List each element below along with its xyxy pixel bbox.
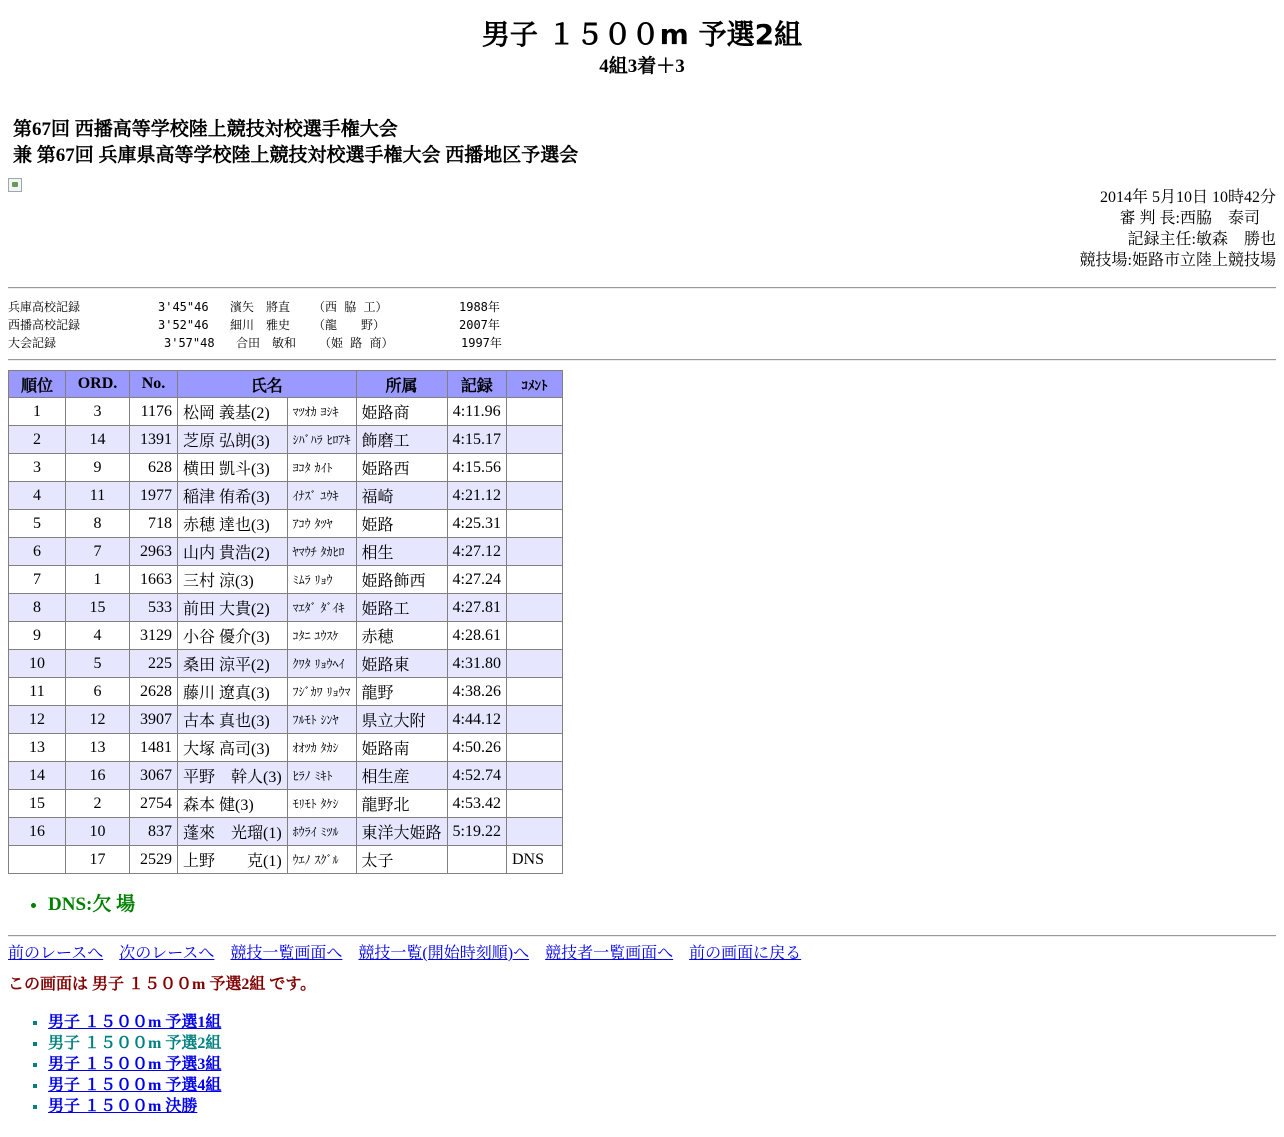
- cell-no: 1977: [130, 482, 178, 510]
- race-link-heat1[interactable]: 男子 １５００m 予選1組: [48, 1014, 222, 1031]
- cell-record: [447, 846, 506, 874]
- race-info: [1080, 187, 1276, 271]
- cell-kana: ﾓﾘﾓﾄ ﾀｹｼ: [287, 790, 356, 818]
- cell-ord: 17: [66, 846, 130, 874]
- cell-team: 姫路南: [356, 734, 447, 762]
- record-holder: 合田 敏和: [236, 336, 297, 350]
- record-row: [8, 316, 500, 334]
- cell-team: 姫路飾西: [356, 566, 447, 594]
- cell-name: 蓬來 光瑠(1): [178, 818, 288, 846]
- cell-comment: [506, 454, 562, 482]
- meet-line-1: 第67回 西播高等学校陸上競技対校選手権大会: [13, 119, 398, 140]
- table-row: [9, 538, 563, 566]
- cell-ord: 4: [66, 622, 130, 650]
- cell-team: 龍野: [356, 678, 447, 706]
- table-row: [9, 678, 563, 706]
- cell-no: 1481: [130, 734, 178, 762]
- cell-ord: 13: [66, 734, 130, 762]
- cell-name: 芝原 弘朗(3): [178, 426, 288, 454]
- cell-kana: ﾖｺﾀ ｶｲﾄ: [287, 454, 356, 482]
- table-row: [9, 650, 563, 678]
- record-year: 1997年: [461, 336, 502, 350]
- race-item: [48, 1096, 221, 1117]
- current-race-notice: [8, 975, 316, 995]
- cell-kana: ﾌﾙﾓﾄ ｼﾝﾔ: [287, 706, 356, 734]
- race-link-heat3[interactable]: 男子 １５００m 予選3組: [48, 1056, 222, 1073]
- cell-no: 628: [130, 454, 178, 482]
- cell-ord: 5: [66, 650, 130, 678]
- cell-name: 森本 健(3): [178, 790, 288, 818]
- cell-name: 藤川 遼真(3): [178, 678, 288, 706]
- cell-kana: ﾐﾑﾗ ﾘｮｳ: [287, 566, 356, 594]
- cell-record: 4:15.56: [447, 454, 506, 482]
- cell-kana: ﾏｴﾀﾞ ﾀﾞｲｷ: [287, 594, 356, 622]
- cell-rank: 15: [9, 790, 66, 818]
- referee: 審 判 長:西脇 泰司: [1119, 210, 1276, 227]
- cell-rank: 1: [9, 398, 66, 426]
- cell-no: 3067: [130, 762, 178, 790]
- cell-name: 横田 凱斗(3): [178, 454, 288, 482]
- table-row: [9, 482, 563, 510]
- record-holder: 濱矢 將直: [230, 300, 291, 314]
- athlete-list-link[interactable]: 競技者一覧画面へ: [545, 945, 674, 962]
- record-label: 大会記録: [8, 336, 57, 350]
- cell-name: 平野 幹人(3): [178, 762, 288, 790]
- cell-team: 姫路工: [356, 594, 447, 622]
- cell-name: 三村 涼(3): [178, 566, 288, 594]
- table-header-row: [9, 371, 563, 398]
- record-row: [8, 298, 500, 316]
- cell-team: 飾磨工: [356, 426, 447, 454]
- header-team: 所属: [356, 371, 447, 398]
- cell-ord: 10: [66, 818, 130, 846]
- cell-record: 4:52.74: [447, 762, 506, 790]
- cell-kana: ﾋﾗﾉ ﾐｷﾄ: [287, 762, 356, 790]
- record-time: 3'57"48: [164, 336, 215, 350]
- current-prefix: この画面は: [8, 976, 89, 993]
- cell-comment: [506, 790, 562, 818]
- race-link-heat4[interactable]: 男子 １５００m 予選4組: [48, 1077, 222, 1094]
- record-team: （姫 路 商）: [319, 336, 394, 350]
- notes: [48, 893, 135, 917]
- results-body: [9, 398, 563, 874]
- cell-name: 上野 克(1): [178, 846, 288, 874]
- cell-record: 4:27.81: [447, 594, 506, 622]
- cell-rank: 10: [9, 650, 66, 678]
- cell-comment: [506, 678, 562, 706]
- record-label: 兵庫高校記録: [8, 300, 81, 314]
- cell-no: 533: [130, 594, 178, 622]
- race-link-final[interactable]: 男子 １５００m 決勝: [48, 1098, 198, 1115]
- cell-record: 5:19.22: [447, 818, 506, 846]
- header-name: 氏名: [178, 371, 357, 398]
- cell-ord: 2: [66, 790, 130, 818]
- header-record: 記録: [447, 371, 506, 398]
- cell-team: 姫路西: [356, 454, 447, 482]
- table-row: [9, 398, 563, 426]
- cell-rank: 11: [9, 678, 66, 706]
- cell-rank: 6: [9, 538, 66, 566]
- cell-rank: 5: [9, 510, 66, 538]
- cell-no: 1176: [130, 398, 178, 426]
- records-block: [8, 298, 502, 352]
- cell-team: 姫路: [356, 510, 447, 538]
- race-item: [48, 1075, 221, 1096]
- cell-kana: ｸﾜﾀ ﾘｮｳﾍｲ: [287, 650, 356, 678]
- table-row: [9, 790, 563, 818]
- cell-rank: [9, 846, 66, 874]
- table-row: [9, 818, 563, 846]
- cell-name: 前田 大貴(2): [178, 594, 288, 622]
- race-item: [48, 1012, 221, 1033]
- table-row: [9, 510, 563, 538]
- table-row: [9, 846, 563, 874]
- cell-name: 古本 真也(3): [178, 706, 288, 734]
- cell-comment: [506, 538, 562, 566]
- table-row: [9, 706, 563, 734]
- table-row: [9, 566, 563, 594]
- header-rank: 順位: [9, 371, 66, 398]
- header-comment: ｺﾒﾝﾄ: [506, 371, 562, 398]
- cell-comment: [506, 510, 562, 538]
- cell-team: 相生: [356, 538, 447, 566]
- cell-ord: 12: [66, 706, 130, 734]
- page-subtitle: 4組3着＋3: [599, 56, 685, 77]
- cell-record: 4:27.24: [447, 566, 506, 594]
- event-list-time-link[interactable]: 競技一覧(開始時刻順)へ: [358, 945, 530, 962]
- race-datetime: 2014年 5月10日 10時42分: [1099, 189, 1276, 206]
- cell-team: 姫路東: [356, 650, 447, 678]
- cell-kana: ﾏﾂｵｶ ﾖｼｷ: [287, 398, 356, 426]
- cell-ord: 9: [66, 454, 130, 482]
- cell-comment: [506, 622, 562, 650]
- cell-record: 4:53.42: [447, 790, 506, 818]
- cell-team: 太子: [356, 846, 447, 874]
- meet-name: [13, 117, 578, 169]
- venue: 競技場:姫路市立陸上競技場: [1079, 252, 1276, 269]
- next-race-link[interactable]: 次のレースへ: [119, 945, 215, 962]
- recorder: 記録主任:敏森 勝也: [1127, 231, 1276, 248]
- cell-rank: 7: [9, 566, 66, 594]
- results-table: [8, 370, 563, 874]
- event-list-link[interactable]: 競技一覧画面へ: [230, 945, 343, 962]
- cell-record: 4:15.17: [447, 426, 506, 454]
- record-team: （龍 野）: [313, 318, 386, 332]
- cell-ord: 11: [66, 482, 130, 510]
- cell-record: 4:31.80: [447, 650, 506, 678]
- cell-rank: 2: [9, 426, 66, 454]
- cell-kana: ｲﾅｽﾞ ﾕｳｷ: [287, 482, 356, 510]
- cell-rank: 8: [9, 594, 66, 622]
- divider: [8, 287, 1276, 289]
- table-row: [9, 454, 563, 482]
- cell-kana: ｵｵﾂｶ ﾀｶｼ: [287, 734, 356, 762]
- cell-team: 東洋大姫路: [356, 818, 447, 846]
- note-item: • DNS:欠 場: [48, 893, 135, 917]
- cell-kana: ｼﾊﾞﾊﾗ ﾋﾛｱｷ: [287, 426, 356, 454]
- cell-kana: ﾌｼﾞｶﾜ ﾘｮｳﾏ: [287, 678, 356, 706]
- race-current-heat2: 男子 １５００m 予選2組: [48, 1035, 222, 1052]
- cell-name: 松岡 義基(2): [178, 398, 288, 426]
- cell-name: 小谷 優介(3): [178, 622, 288, 650]
- table-row: [9, 594, 563, 622]
- navigation-links: [8, 944, 813, 964]
- cell-rank: 4: [9, 482, 66, 510]
- cell-comment: [506, 762, 562, 790]
- cell-team: 相生産: [356, 762, 447, 790]
- cell-ord: 16: [66, 762, 130, 790]
- cell-no: 2628: [130, 678, 178, 706]
- cell-record: 4:28.61: [447, 622, 506, 650]
- cell-kana: ｺﾀﾆ ﾕｳｽｹ: [287, 622, 356, 650]
- cell-comment: [506, 566, 562, 594]
- cell-kana: ｳｴﾉ ｽｸﾞﾙ: [287, 846, 356, 874]
- table-row: [9, 622, 563, 650]
- cell-team: 龍野北: [356, 790, 447, 818]
- header-no: No.: [130, 371, 178, 398]
- cell-no: 2754: [130, 790, 178, 818]
- cell-ord: 8: [66, 510, 130, 538]
- cell-kana: ﾎｳﾗｲ ﾐﾂﾙ: [287, 818, 356, 846]
- divider: [8, 935, 1276, 937]
- cell-record: 4:38.26: [447, 678, 506, 706]
- meet-line-2: 兼 第67回 兵庫県高等学校陸上競技対校選手権大会 西播地区予選会: [13, 145, 579, 166]
- cell-no: 3129: [130, 622, 178, 650]
- cell-rank: 14: [9, 762, 66, 790]
- cell-rank: 3: [9, 454, 66, 482]
- current-suffix: です。: [269, 976, 317, 993]
- cell-ord: 15: [66, 594, 130, 622]
- cell-record: 4:25.31: [447, 510, 506, 538]
- cell-ord: 14: [66, 426, 130, 454]
- record-time: 3'52"46: [158, 318, 209, 332]
- cell-team: 赤穂: [356, 622, 447, 650]
- broken-image-icon: [8, 178, 22, 192]
- record-label: 西播高校記録: [8, 318, 81, 332]
- header-ord: ORD.: [66, 371, 130, 398]
- cell-name: 山内 貴浩(2): [178, 538, 288, 566]
- cell-rank: 16: [9, 818, 66, 846]
- cell-ord: 3: [66, 398, 130, 426]
- race-item: [48, 1033, 221, 1054]
- cell-comment: [506, 818, 562, 846]
- cell-no: 2529: [130, 846, 178, 874]
- cell-no: 1391: [130, 426, 178, 454]
- record-time: 3'45"46: [158, 300, 209, 314]
- cell-comment: [506, 706, 562, 734]
- cell-rank: 12: [9, 706, 66, 734]
- cell-kana: ﾔﾏｳﾁ ﾀｶﾋﾛ: [287, 538, 356, 566]
- divider: [8, 359, 1276, 361]
- cell-no: 2963: [130, 538, 178, 566]
- cell-name: 赤穂 達也(3): [178, 510, 288, 538]
- record-holder: 細川 雅史: [230, 318, 291, 332]
- cell-record: 4:21.12: [447, 482, 506, 510]
- cell-rank: 13: [9, 734, 66, 762]
- back-link[interactable]: 前の画面に戻る: [689, 945, 802, 962]
- cell-record: 4:50.26: [447, 734, 506, 762]
- record-year: 2007年: [459, 318, 500, 332]
- cell-ord: 1: [66, 566, 130, 594]
- cell-no: 3907: [130, 706, 178, 734]
- cell-no: 1663: [130, 566, 178, 594]
- record-team: （西 脇 工）: [313, 300, 388, 314]
- page-title: 男子 １５００m 予選2組: [481, 18, 803, 51]
- table-row: [9, 762, 563, 790]
- record-year: 1988年: [459, 300, 500, 314]
- cell-comment: [506, 398, 562, 426]
- cell-name: 桑田 涼平(2): [178, 650, 288, 678]
- cell-no: 837: [130, 818, 178, 846]
- cell-team: 福崎: [356, 482, 447, 510]
- cell-comment: [506, 594, 562, 622]
- cell-ord: 7: [66, 538, 130, 566]
- cell-name: 大塚 高司(3): [178, 734, 288, 762]
- cell-record: 4:44.12: [447, 706, 506, 734]
- current-race-name: 男子 １５００m 予選2組: [92, 976, 266, 993]
- cell-rank: 9: [9, 622, 66, 650]
- cell-comment: [506, 426, 562, 454]
- cell-no: 718: [130, 510, 178, 538]
- cell-kana: ｱｺｳ ﾀﾂﾔ: [287, 510, 356, 538]
- record-row: [8, 334, 502, 352]
- cell-record: 4:27.12: [447, 538, 506, 566]
- race-list: [48, 1012, 221, 1117]
- table-row: [9, 426, 563, 454]
- prev-race-link[interactable]: 前のレースへ: [8, 945, 104, 962]
- race-item: [48, 1054, 221, 1075]
- cell-team: 姫路商: [356, 398, 447, 426]
- cell-no: 225: [130, 650, 178, 678]
- cell-team: 県立大附: [356, 706, 447, 734]
- cell-comment: [506, 734, 562, 762]
- table-row: [9, 734, 563, 762]
- cell-record: 4:11.96: [447, 398, 506, 426]
- cell-ord: 6: [66, 678, 130, 706]
- cell-name: 稲津 侑希(3): [178, 482, 288, 510]
- cell-comment: [506, 650, 562, 678]
- cell-comment: DNS: [506, 846, 562, 874]
- cell-comment: [506, 482, 562, 510]
